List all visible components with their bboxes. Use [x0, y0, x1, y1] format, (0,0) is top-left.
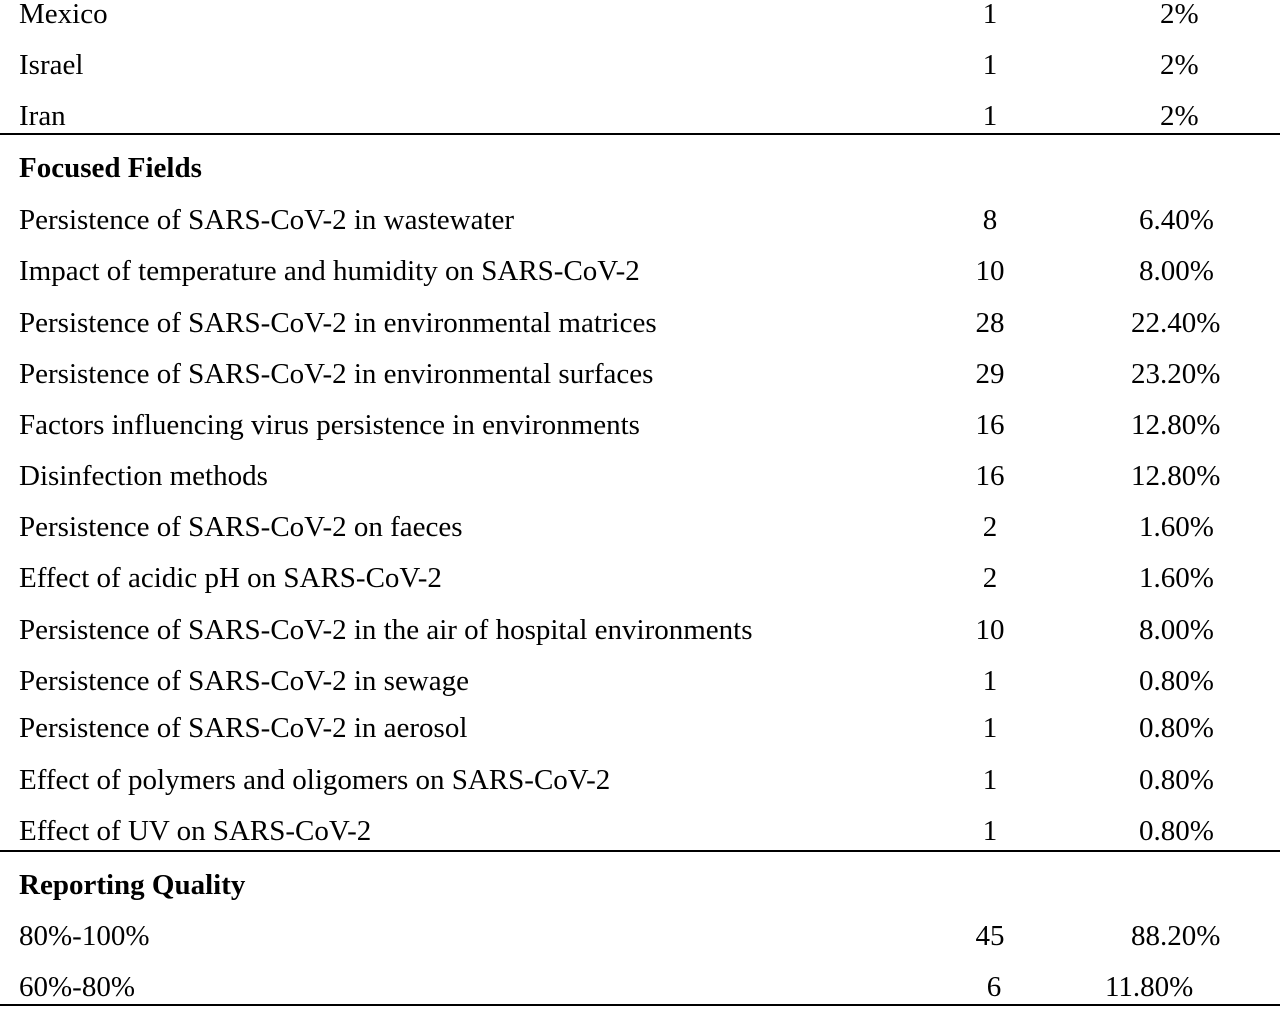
row-percent: 11.80% [1105, 971, 1194, 1003]
row-count: 16 [975, 409, 1005, 441]
row-label: Effect of UV on SARS-CoV-2 [19, 815, 372, 847]
table-row [0, 96, 1280, 136]
row-label: Israel [19, 49, 84, 81]
table-row [0, 354, 1280, 394]
row-label: Effect of polymers and oligomers on SARS-CoV-2 [19, 764, 611, 796]
row-percent: 88.20% [1131, 920, 1221, 952]
row-percent: 12.80% [1131, 460, 1221, 492]
row-percent: 2% [1160, 49, 1199, 81]
table-row [0, 303, 1280, 343]
row-percent: 1.60% [1139, 511, 1214, 543]
row-label: 80%-100% [19, 920, 150, 952]
row-label: Factors influencing virus persistence in environments [19, 409, 640, 441]
row-label: Impact of temperature and humidity on SARS-CoV-2 [19, 255, 640, 287]
section-heading-label: Reporting Quality [19, 869, 246, 901]
row-count: 8 [982, 204, 998, 236]
row-percent: 2% [1160, 0, 1199, 30]
row-label: Persistence of SARS-CoV-2 in aerosol [19, 712, 468, 744]
row-percent: 0.80% [1139, 764, 1214, 796]
row-label: Persistence of SARS-CoV-2 in wastewater [19, 204, 515, 236]
row-count: 10 [975, 614, 1005, 646]
row-count: 1 [982, 815, 998, 847]
section-divider [0, 133, 1280, 135]
table-row [0, 916, 1280, 956]
row-count: 10 [975, 255, 1005, 287]
table-row [0, 45, 1280, 85]
row-count: 6 [986, 971, 1002, 1003]
table-row [0, 610, 1280, 650]
table-row [0, 708, 1280, 748]
table-row [0, 558, 1280, 598]
section-divider [0, 850, 1280, 852]
row-percent: 23.20% [1131, 358, 1221, 390]
row-count: 2 [982, 511, 998, 543]
row-percent: 6.40% [1139, 204, 1214, 236]
table-row [0, 967, 1280, 1007]
row-count: 1 [982, 49, 998, 81]
row-label: Persistence of SARS-CoV-2 in sewage [19, 665, 469, 697]
row-count: 29 [975, 358, 1005, 390]
row-label: 60%-80% [19, 971, 135, 1003]
row-label: Persistence of SARS-CoV-2 in the air of hospital environments [19, 614, 753, 646]
table-row [0, 0, 1280, 34]
row-percent: 2% [1160, 100, 1199, 132]
row-count: 1 [982, 0, 998, 30]
row-percent: 0.80% [1139, 665, 1214, 697]
row-label: Persistence of SARS-CoV-2 on faeces [19, 511, 463, 543]
table-row [0, 811, 1280, 851]
section-heading [0, 865, 1280, 905]
row-label: Mexico [19, 0, 108, 30]
row-label: Persistence of SARS-CoV-2 in environmental surfaces [19, 358, 654, 390]
row-percent: 12.80% [1131, 409, 1221, 441]
section-heading [0, 148, 1280, 188]
table-bottom-rule [0, 1004, 1280, 1006]
row-count: 28 [975, 307, 1005, 339]
row-count: 45 [975, 920, 1005, 952]
row-count: 1 [982, 764, 998, 796]
table-row [0, 760, 1280, 800]
row-count: 16 [975, 460, 1005, 492]
row-label: Disinfection methods [19, 460, 268, 492]
row-label: Iran [19, 100, 66, 132]
row-count: 2 [982, 562, 998, 594]
row-count: 1 [982, 100, 998, 132]
row-label: Persistence of SARS-CoV-2 in environmental matrices [19, 307, 657, 339]
table-row [0, 661, 1280, 701]
table-row [0, 200, 1280, 240]
row-percent: 22.40% [1131, 307, 1221, 339]
row-percent: 8.00% [1139, 255, 1214, 287]
row-count: 1 [982, 665, 998, 697]
row-label: Effect of acidic pH on SARS-CoV-2 [19, 562, 442, 594]
row-percent: 1.60% [1139, 562, 1214, 594]
row-percent: 8.00% [1139, 614, 1214, 646]
section-heading-label: Focused Fields [19, 152, 202, 184]
row-count: 1 [982, 712, 998, 744]
row-percent: 0.80% [1139, 712, 1214, 744]
table-row [0, 507, 1280, 547]
row-percent: 0.80% [1139, 815, 1214, 847]
table-row [0, 251, 1280, 291]
table-row [0, 405, 1280, 445]
table-row [0, 456, 1280, 496]
